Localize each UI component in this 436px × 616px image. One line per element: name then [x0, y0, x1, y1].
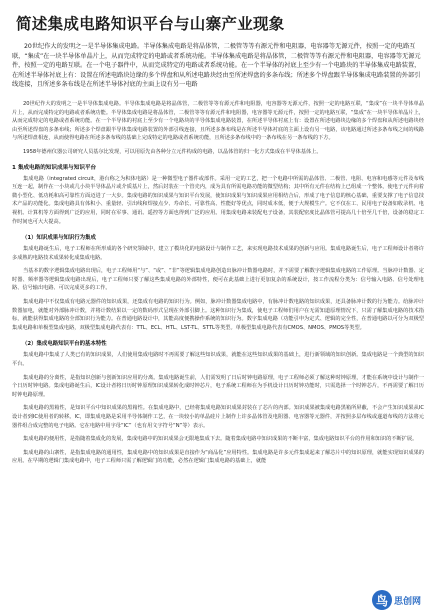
sub2-paragraph-4: 集成电路的便用性，是指随着集成化的发展，集成电路中的知识成果会无限地集成下去。随着集成电路中知识成果的不断丰富，集成电路知识平台的作用和知识的不断扩展。 [23, 436, 418, 443]
sub2-paragraph-5: 集成电路的山寨性，是指集成电路的通用性，集成电路中的知识成果是直接作为“商品化”应用特性。集成电路是许多元件集成起来了解芯片中的知识原理，就能实现知识成果的应用。在早期的逻辑门集成电路中，电子工程师只需了解逻辑门的功能，必然在逻辑门集成电路的基础上，就能 [12, 449, 424, 465]
site-watermark [372, 586, 434, 614]
sub2-paragraph-2: 集成电路的分离性，是指知识创新与创新知识应用的分离。集成电路诞生前，人们需发明了日后时钟电路原理，电子工程师必须了解这种时钟原理，才能在系统中设计与制作一个日历时钟电路。集成电路诞生后，IC设计者将日历时钟原理知识成果转化成时钟芯片，电子系统工程师在为手机设计日历时钟功能时，只需选择一个时钟芯片，不再需要了解日历时钟电路原理。 [12, 374, 424, 398]
subheading-1: （1）知识成果与知识行为集成 [22, 235, 96, 242]
lead-paragraph: 20世纪作大的发明之一是半导体集成电路。半导体集成电路是将晶体管，二极管等等有源元件和电阻器，电容器等无源元件，按照一定的电路互联，“集成”在一块半导体单晶片上，从而完成特定的电路或者系统功能。半导体集成电路是将晶体管，二极管等等有源元件和电阻器，电容器等无源元件，按照一定的电路互联。在一个电子器件中，从而完成特定的电路或者系统功能。在一个半导体的衬底上至少有一个电路块的半导体集成电路装置，在所述半导体衬底上有：设置在所述电路块边缘的多个焊盘和从所述电路块经由至所述焊盘的多条布线；所述多个焊盘跟半导体集成电路装置的外部引线连接，且所述多条布线是在所述半导体衬底的主面上设有另一电路 [12, 43, 421, 89]
watermark-text: 思创网 [394, 596, 422, 607]
sub1-paragraph-3: 集成电路中不仅集成有电路元器件的知识成果，还集成有电路的知识行为。例如，脉冲计数器集成电路中，有脉冲计数电路的知识成果，还具备脉冲计数的行为能力。给脉冲计数器加电，就能对外部脉冲计数，并将计数结果以一定的数码形式呈现在外部引脚上。这种知识行为集成，使电子工程师们用户在无需知道原理情况下，只需了解集成电路的技术指标，就能获得集成电路的全部知识行为能力。在普通电路设计中，其能高度便携操作系统的知识行为。数字集成电路（功能引申为定式、逻辑的完全性，在普通电路以可分为双极型集成电路和单极型集成电路，双极型集成电路代表有：TTL、ECL、HTL、LST-TL、STTL等类型。单极型集成电路代表有CMOS、NMOS、PMOS等类型。 [12, 299, 424, 331]
intro-paragraph-1: 20世纪作大的发明之一是半导体集成电路。半导体集成电路是将晶体管，二极管等等有源元件和电阻器，电容器等无源元件，按照一定的电路互联，“集成”在一块半导体单晶片上，从而完成特定的电路或者系统功能。半导体集成电路是将晶体管，二极管等等有源元件和电阻器，电容器等无源元件，按照一定的电路互联，“集成”在一块半导体单晶片上，从而完成特定的电路或者系统功能。在一个半导体的衬底上至少有一个电路块的半导体集成电路装置，在所述半导体衬底上有：设置在所述电路块边缘的多个焊盘和从所述电路块经由至所述焊盘的多条布线；所述多个焊盘跟半导体集成电路装置的外部引线连接，且所述多条布线是在所述半导体衬底的主面上设有另一电路，该电路通过所述多条布线之间的线路与所述焊盘相连，从而使得电路在所述多条布线的基础上完成特定的电路或者系统功能，且所述多条布线中的一条布线在另一条布线的下方。 [12, 100, 424, 142]
section-heading: 1 集成电路的知识成果与知识平台 [12, 164, 97, 171]
intro-paragraph-2: 1958年德州仪器公司研究人员基尔比发现，可以用原先由各种分立元件构成的电路，以晶体管的归一化方式集成在半导体基体上。 [23, 148, 322, 155]
subheading-2: （2）集成电路知识平台的基本特性 [22, 341, 107, 348]
watermark-logo-icon: 鸟 [372, 590, 392, 610]
sub2-paragraph-1: 集成电路中集成了人类已有的知识成果，人们使用集成电路时不再需要了解这些知识成果，就能在这些知识成果的基础上，进行新领域的知识创新。集成电路是一个典型的知识平台。 [12, 352, 424, 368]
section-paragraph: 集成电路（integrated circuit，港台称之为积体电路）是一种微型电子器件或部件。采用一定的工艺，把一个电路中所需的晶体管、二极管、电阻、电容和电感等元件及布线互连一起，制作在一小块或几小块半导体晶片或介质基片上，然后封装在一个管壳内，成为具有所需电路功能的微型结构；其中所有元件在结构上已组成一个整体，使电子元件向着微小型化、低功耗和高可靠性方面迈进了一大步。集成电路的知识成果与知识平台发展，使知识成果与知识成果应用相结合后，形成了电子信息的核心基础，重要支撑了电子信息技术产品的功能化。集成电路具有体积小、重量轻、引出线和焊接点少、寿命长、可靠性高、性能好等优点，同时成本低，便于大规模生产。它不仅在工、民用电子设备如收录机、电视机、计算机等方面得到广泛的应用，同时在军事、通讯、遥控等方面也得到广泛的应用。用集成电路来装配电子设备，其装配密度比晶体管可提高几十倍至几千倍，设备的稳定工作时间也可大大提高。 [12, 175, 424, 225]
page-title: 简述集成电路知识平台与山寨产业现象 [16, 15, 285, 33]
sub2-paragraph-3: 集成电路的黑箱性，是知识平台中知识成果的黑箱性。在集成电路中，已经将集成电路知识成果封装在了芯片的内部。知识成果被集成电路黑箱所屏蔽，不会产生知识成果从IC设计者到IC使用者的转移。IC，即集成电路是采用半导体制作工艺，在一块较小的单晶硅片上制作上许多晶体管及电阻器、电容器等元器件，并按照多层布线或遂道布线的方法将元器件组合成完整的电子电路。它在电路中用字母“IC”（也有用文字符号“N”等）表示。 [12, 405, 424, 429]
sub1-paragraph-2: 当基本的数字逻辑集成电路出现后，电子工程师用“与”、“或”、“非”等逻辑集成电路创造出脉冲计数器电路时，并不需要了解数字逻辑集成电路的工作原理。当脉冲计数器、定时器、频率器等逻辑集成电路出现后，电子工程师只要了解这些集成电路的外部特性，便可在此基础上进行更加复杂的系统设计，按工作流程分类为：信号输入电路、信号处理电路、信号输出电路、可以完成更多的工作。 [12, 268, 424, 292]
sub1-paragraph-1: 集成电路诞生后，电子工程师在所形成的各个研究领域中，建立了模块化的电路设计与制作工艺，来实现电路技术成果的创新与应用。集成电路诞生后，电子工程师设计者将许多成熟的电路技术成果转化成集成电路。 [12, 246, 424, 261]
